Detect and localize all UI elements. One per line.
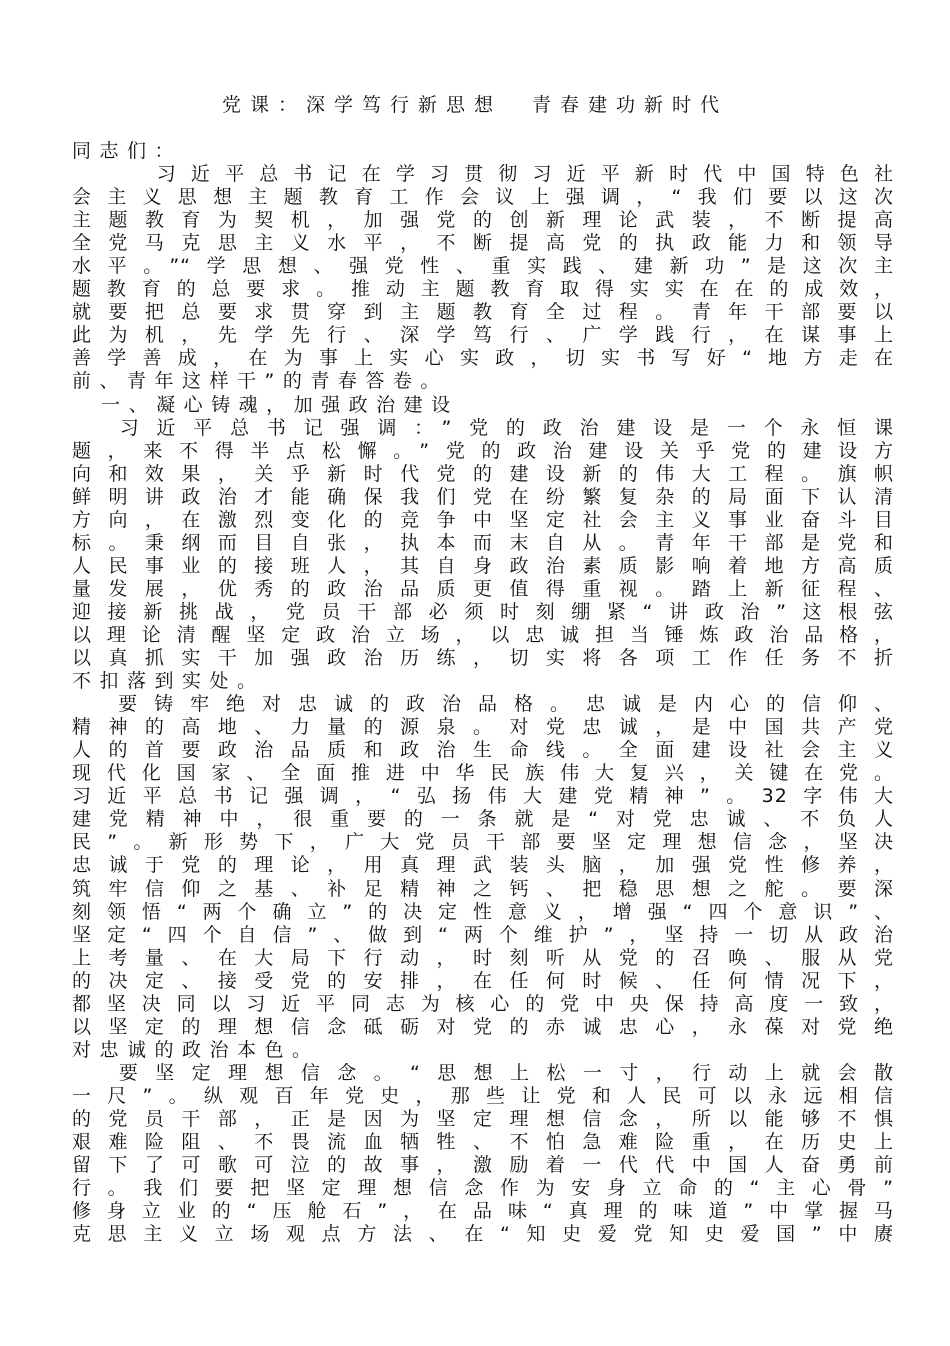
text-line: 都坚决同以习近平同志为核心的党中央保持高度一致， <box>72 992 894 1015</box>
text-line: 题教育的总要求。推动主题教育取得实实在在的成效， <box>72 278 894 301</box>
text-line: 善学善成，在为事上实心实政，切实书写好“地方走在 <box>72 347 894 370</box>
text-line: 习近平总书记强调：”党的政治建设是一个永恒课 <box>72 416 894 439</box>
text-line: 量发展，优秀的政治品质更值得重视。踏上新征程、 <box>72 577 894 600</box>
text-line: 迎接新挑战，党员干部必须时刻绷紧“讲政治”这根弦 <box>72 600 894 623</box>
text-line: 上考量、在大局下行动，时刻听从党的召唤、服从党 <box>72 946 894 969</box>
text-line: 现代化国家、全面推进中华民族伟大复兴，关键在党。 <box>72 762 894 785</box>
text-line: 建党精神中，很重要的一条就是“对党忠诚、不负人 <box>72 808 894 831</box>
text-line: 以真抓实干加强政治历练，切实将各项工作任务不折 <box>72 647 894 670</box>
text-line: 要铸牢绝对忠诚的政治品格。忠诚是内心的信仰、 <box>72 693 894 716</box>
text-line: 向和效果，关乎新时代党的建设新的伟大工程。旗帜 <box>72 462 894 485</box>
text-line: 前、青年这样干”的青春答卷。 <box>72 370 448 393</box>
text-line: 习近平总书记在学习贯彻习近平新时代中国特色社 <box>72 163 894 186</box>
text-line: 一、凝心铸魂，加强政治建设 <box>72 393 459 416</box>
text-line: 一尺”。纵观百年党史，那些让党和人民可以永远相信 <box>72 1084 894 1107</box>
text-line: 对忠诚的政治本色。 <box>72 1038 320 1061</box>
text-line: 人民事业的接班人，其自身政治素质影响着地方高质 <box>72 554 894 577</box>
text-line: 人的首要政治品质和政治生命线。全面建设社会主义 <box>72 739 894 762</box>
text-line: 全党马克思主义水平，不断提高党的执政能力和领导 <box>72 232 894 255</box>
text-line: 此为机，先学先行、深学笃行、广学践行，在谋事上 <box>72 324 894 347</box>
text-line: 艰难险阻、不畏流血牺牲、不怕急难险重，在历史上 <box>72 1131 894 1154</box>
text-line: 忠诚于党的理论，用真理武装头脑，加强党性修养， <box>72 854 894 877</box>
text-line: 同志们： <box>72 140 183 162</box>
text-line: 方向，在激烈变化的竞争中坚定社会主义事业奋斗目 <box>72 508 894 531</box>
text-line: 精神的高地、力量的源泉。对党忠诚，是中国共产党 <box>72 716 894 739</box>
text-line: 习近平总书记强调，“弘扬伟大建党精神”。32字伟大 <box>72 785 894 808</box>
text-line: 刻领悟“两个确立”的决定性意义，增强“四个意识”、 <box>72 900 894 923</box>
text-line: 主题教育为契机，加强党的创新理论武装，不断提高 <box>72 209 894 232</box>
text-line: 要坚定理想信念。“思想上松一寸，行动上就会散 <box>72 1061 894 1084</box>
text-line: 坚定“四个自信”、做到“两个维护”，坚持一切从政治 <box>72 923 894 946</box>
text-line: 民”。新形势下，广大党员干部要坚定理想信念，坚决 <box>72 831 894 854</box>
document-title: 党课：深学笃行新思想 青春建功新时代 <box>221 94 729 116</box>
text-line: 以理论清醒坚定政治立场，以忠诚担当锤炼政治品格， <box>72 623 894 646</box>
text-line: 水平。”“学思想、强党性、重实践、建新功”是这次主 <box>72 255 894 278</box>
text-line: 行。我们要把坚定理想信念作为安身立命的“主心骨” <box>72 1177 894 1200</box>
text-line: 筑牢信仰之基、补足精神之钙、把稳思想之舵。要深 <box>72 877 894 900</box>
text-line: 的党员干部，正是因为坚定理想信念，所以能够不惧 <box>72 1107 894 1130</box>
text-line: 不扣落到实处。 <box>72 670 265 693</box>
document-body <box>72 140 894 1246</box>
text-line: 留下了可歌可泣的故事，激励着一代代中国人奋勇前 <box>72 1154 894 1177</box>
text-line: 题，来不得半点松懈。”党的政治建设关乎党的建设方 <box>72 439 894 462</box>
text-line: 的决定、接受党的安排，在任何时候、任何情况下， <box>72 969 894 992</box>
text-line: 修身立业的“压舱石”，在品味“真理的味道”中掌握马 <box>72 1200 894 1223</box>
text-line: 以坚定的理想信念砥砺对党的赤诚忠心，永葆对党绝 <box>72 1015 894 1038</box>
text-line: 标。秉纲而目自张，执本而末自从。青年干部是党和 <box>72 531 894 554</box>
text-line: 会主义思想主题教育工作会议上强调，“我们要以这次 <box>72 186 894 209</box>
text-line: 克思主义立场观点方法、在“知史爱党知史爱国”中赓 <box>72 1223 894 1246</box>
text-line: 就要把总要求贯穿到主题教育全过程。青年干部要以 <box>72 301 894 324</box>
text-line: 鲜明讲政治才能确保我们党在纷繁复杂的局面下认清 <box>72 485 894 508</box>
